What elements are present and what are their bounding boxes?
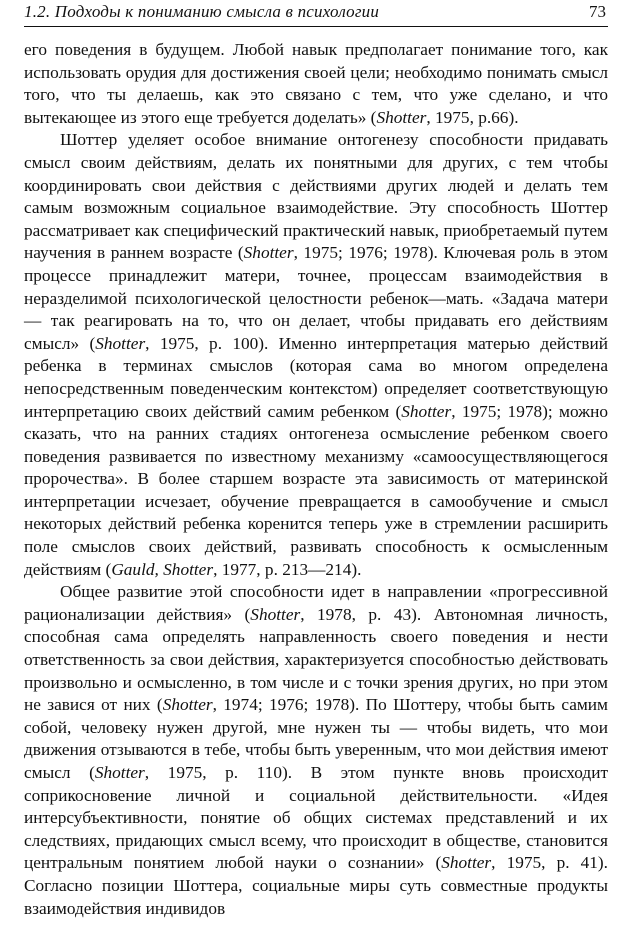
running-title: 1.2. Подходы к пониманию смысла в психологии [24,2,380,21]
page-number: 73 [589,2,606,21]
paragraph-1: его поведения в будущем. Любой навык предполагает понимание того, как использовать орудия для достижения своей цели; необходимо понимать смысл того, что ты делаешь, как это связано с тем, что уже сделано, и что вытекающее из этого еще требуется доделать» (Shotter, 1975, p.66). [24,40,608,127]
paragraph-2: Шоттер уделяет особое внимание онтогенезу способности придавать смысл своим действиям, делать их понятными для других, с тем чтобы координировать свои действия с действиями других людей и делать тем самым возможным социальное взаимодействие. Эту способность Шоттер рассматривает как специфический практический навык, приобретаемый путем научения в раннем возрасте (Shotter, 1975; 1976; 1978). Ключевая роль в этом процессе принадлежит матери, точнее, процессам взаимодействия в неразделимой психологической целостности ребенок—мать. «Задача матери — так реагировать на то, что он делает, чтобы придавать его действиям смысл» (Shotter, 1975, p. 100). Именно интерпретация матерью действий ребенка в терминах смыслов (которая сама во многом определена непосредственным поведенческим контекстом) определяет соответствующую интерпретацию своих действий самим ребенком (Shotter, 1975; 1978); можно сказать, что на ранних стадиях онтогенеза осмысление ребенком своего поведения развивается по известному механизму «самоосуществляющегося пророчества». В более старшем возрасте эта зависимость от материнской интерпретации исчезает, обучение превращается в самообучение и смысл некоторых действий ребенка коренится теперь уже в стремлении расширить поле смыслов своих действий, развивать способность к осмысленным действиям (Gauld, Shotter, 1977, p. 213—214). [24,130,608,579]
paragraph-3: Общее развитие этой способности идет в направлении «прогрессивной рационализации действия» (Shotter, 1978, p. 43). Автономная личность, способная сама определять направленность своего поведения и нести ответственность за свои действия, характеризуется способностью действовать произвольно и осмысленно, в том числе и с точки зрения других, но при этом не завися от них (Shotter, 1974; 1976; 1978). По Шоттеру, чтобы быть самим собой, человеку нужен другой, мне нужен ты — чтобы видеть, что мои движения отзываются в тебе, чтобы быть уверенным, что мои действия имеют смысл (Shotter, 1975, p. 110). В этом пункте вновь происходит соприкосновение личной и социальной действительности. «Идея интерсубъективности, понятие об общих системах представлений и их следствиях, придающих смысл всему, что происходит в обществе, становится центральным понятием любой науки о сознании» (Shotter, 1975, p. 41). Согласно позиции Шоттера, социальные миры суть совместные продукты взаимодействия индивидов [24,582,609,918]
body-text [24,39,608,920]
page-header [24,0,608,27]
